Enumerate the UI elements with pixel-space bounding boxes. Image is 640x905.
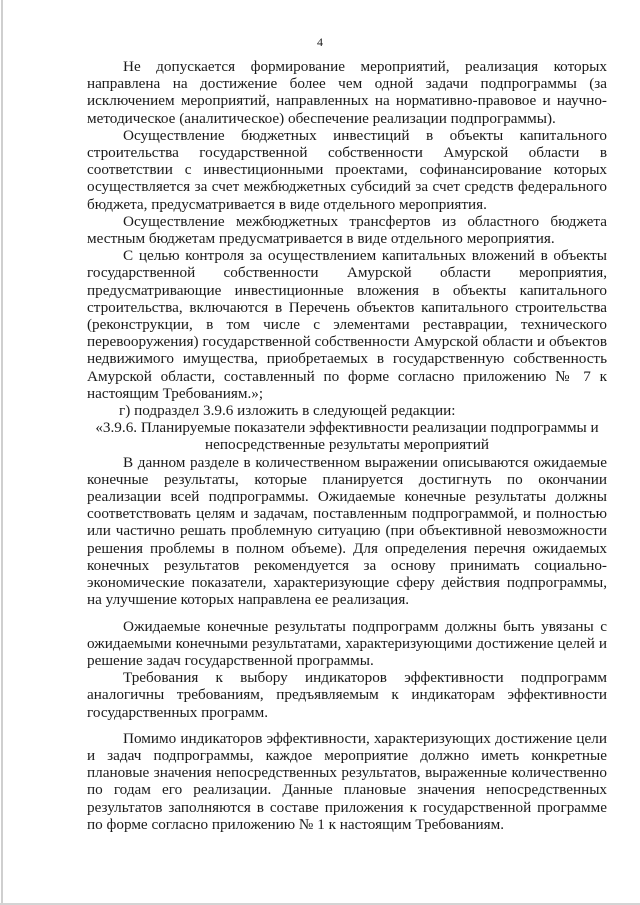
paragraph-7: Требования к выбору индикаторов эффективности подпрограмм аналогичны требованиям, предъявляемым к индикаторам эффективности государственных программ. bbox=[87, 669, 607, 721]
paragraph-4: С целью контроля за осуществлением капитальных вложений в объекты государственной собственности Амурской области мероприятия, предусматривающие инвестиционные вложения в объекты капитального строительства, включаются в Перечень объектов капитального строительства (реконструкции, в том числе с элементами реставрации, технического перевооружения) государственной собственности Амурской области и объектов недвижимого имущества, приобретаемых в государственную собственность Амурской области, составленный по форме согласно приложению № 7 к настоящим Требованиям.»; bbox=[87, 247, 607, 402]
paragraph-2: Осуществление бюджетных инвестиций в объекты капитального строительства государственной собственности Амурской области в соответствии с инвестиционными проектами, софинансирование которых осуществляется за счет межбюджетных субсидий за счет средств федерального бюджета, предусматривается в виде отдельного мероприятия. bbox=[87, 126, 607, 213]
paragraph-1: Не допускается формирование мероприятий, реализация которых направлена на достижение более чем одной задачи подпрограммы (за исключением мероприятий, направленных на нормативно-правовое и научно-методическое (аналитическое) обеспечение реализации подпрограммы). bbox=[87, 58, 607, 127]
page-number: 4 bbox=[317, 35, 323, 49]
section-heading: «3.9.6. Планируемые показатели эффективности реализации подпрограммы и непосредственные результаты мероприятий bbox=[95, 419, 599, 454]
paragraph-6: Ожидаемые конечные результаты подпрограмм должны быть увязаны с ожидаемыми конечными результатами, характеризующими достижение целей и решение задач государственной программы. bbox=[87, 617, 607, 669]
paragraph-3: Осуществление межбюджетных трансфертов из областного бюджета местным бюджетам предусматривается в виде отдельного мероприятия. bbox=[87, 212, 607, 248]
document-body bbox=[87, 58, 607, 833]
paragraph-amendment-g: г) подраздел 3.9.6 изложить в следующей редакции: bbox=[119, 402, 456, 420]
paragraph-8: Помимо индикаторов эффективности, характеризующих достижение цели и задач подпрограммы, каждое мероприятие должно иметь конкретные плановые значения непосредственных результатов, выраженные количественно по годам его реализации. Данные плановые значения непосредственных результатов заполняются в составе приложения к государственной программе по форме согласно приложению № 1 к настоящим Требованиям. bbox=[87, 729, 607, 833]
paragraph-5: В данном разделе в количественном выражении описываются ожидаемые конечные результаты, которые планируется достигнуть по окончании реализации всей подпрограммы. Ожидаемые конечные результаты должны соответствовать целям и задачам, поставленным подпрограммой, и полностью или частично решать проблемную ситуацию (при объективной невозможности решения проблемы в полном объеме). Для определения перечня ожидаемых конечных результатов рекомендуется за основу принимать социально-экономические показатели, характеризующие сферу действия подпрограммы, на улучшение которых направлена ее реализация. bbox=[87, 453, 607, 609]
scan-left-edge bbox=[1, 0, 3, 905]
